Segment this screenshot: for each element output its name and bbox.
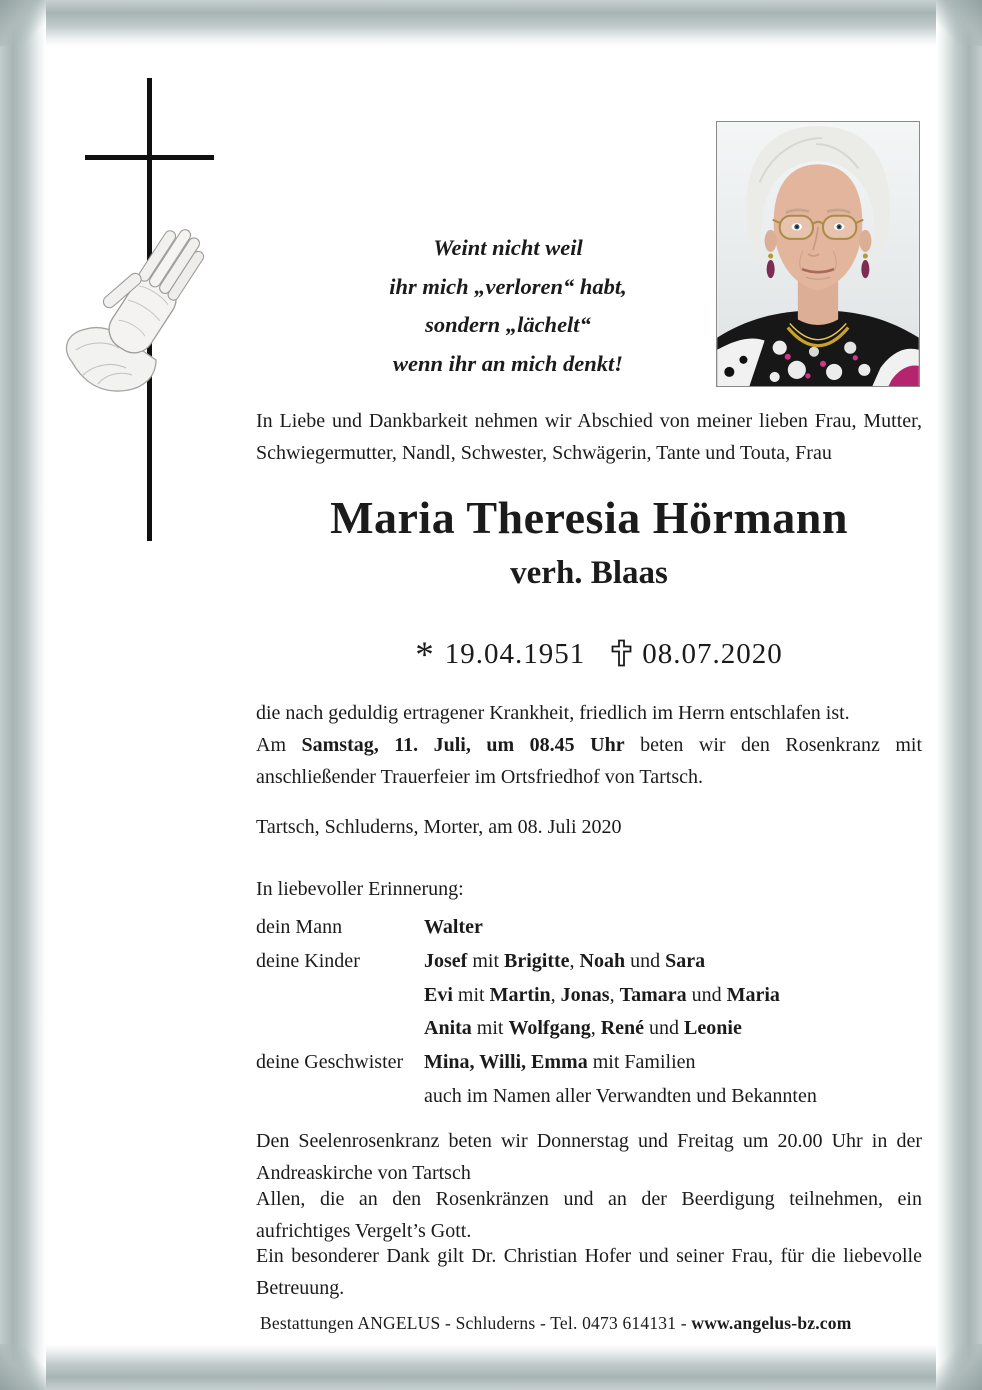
frame-bottom — [0, 1344, 982, 1390]
family-row-names: Mina, Willi, Emma mit Familien — [424, 1051, 696, 1074]
frame-corner-top-right — [936, 0, 982, 46]
praying-hands-icon — [58, 216, 238, 402]
passing-text: die nach geduldig ertragener Krankheit, friedlich im Herrn entschlafen ist. — [256, 702, 850, 724]
family-row-relatives — [256, 1080, 936, 1114]
frame-corner-bottom-right — [936, 1344, 982, 1390]
memorial-poem — [318, 229, 698, 383]
rosary-text: Den Seelenrosenkranz beten wir Donnerstag und Freitag um 20.00 Uhr in der Andreaskirche von Tartsch — [256, 1130, 922, 1184]
family-row-husband — [256, 911, 936, 945]
funeral-home-footer: Bestattungen ANGELUS - Schluderns - Tel. 0473 614131 - www.angelus-bz.com — [260, 1313, 852, 1333]
poem-line-1: Weint nicht weil — [433, 235, 583, 260]
family-row-label: deine Geschwister — [256, 1051, 404, 1074]
frame-corner-top-left — [0, 0, 46, 46]
family-row-siblings — [256, 1046, 936, 1080]
family-row-label: dein Mann — [256, 916, 343, 938]
family-row-names: Walter — [424, 916, 483, 938]
family-row-children-3 — [256, 1012, 936, 1046]
family-row-children-2 — [256, 979, 936, 1013]
family-row-names: Josef mit Brigitte, Noah und Sara — [424, 949, 706, 972]
family-row-children-1 — [256, 945, 936, 979]
funeral-announcement: Am Samstag, 11. Juli, um 08.45 Uhr beten wir den Rosenkranz mit anschließender Trauerfeier im Ortsfriedhof von Tartsch. — [256, 734, 922, 788]
life-dates — [256, 634, 942, 677]
family-list — [256, 911, 936, 1114]
remembrance-heading: In liebevoller Erinnerung: — [256, 878, 464, 900]
poem-line-2: ihr mich „verloren“ habt, — [389, 273, 627, 299]
frame-top — [0, 0, 982, 46]
deceased-married-name: verh. Blaas — [510, 555, 668, 591]
birth-date: 19.04.1951 — [444, 638, 586, 670]
poem-line-4: wenn ihr an mich denkt! — [392, 350, 624, 376]
announcement-intro: In Liebe und Dankbarkeit nehmen wir Abschied von meiner lieben Frau, Mutter, Schwiegermutter, Nandl, Schwester, Schwägerin, Tante und Touta, Frau — [256, 410, 922, 464]
birth-star-icon: * — [415, 635, 435, 676]
cross-icon-bar — [85, 155, 214, 160]
place-date-line: Tartsch, Schluderns, Morter, am 08. Juli 2020 — [256, 816, 622, 838]
portrait-photo-image — [717, 122, 919, 386]
portrait-photo — [716, 121, 920, 387]
family-row-label: deine Kinder — [256, 949, 360, 972]
deceased-name: Maria Theresia Hörmann — [330, 492, 848, 543]
death-date: 08.07.2020 — [642, 638, 783, 670]
poem-line-3: sondern „lächelt“ — [425, 312, 591, 337]
frame-right — [936, 0, 982, 1390]
family-row-names: Evi mit Martin, Jonas, Tamara und Maria — [424, 983, 780, 1006]
family-row-names: auch im Namen aller Verwandten und Bekannten — [424, 1084, 817, 1107]
family-row-names: Anita mit Wolfgang, René und Leonie — [424, 1017, 742, 1040]
frame-left — [0, 0, 46, 1390]
thanks-doctor-text: Ein besonderer Dank gilt Dr. Christian Hofer und seiner Frau, für die liebevolle Betreuung. — [256, 1245, 922, 1299]
death-cross-icon — [611, 639, 632, 667]
frame-corner-bottom-left — [0, 1344, 46, 1390]
thanks-attendees-text: Allen, die an den Rosenkränzen und an der Beerdigung teilnehmen, ein aufrichtiges Vergelt’s Gott. — [256, 1188, 922, 1242]
